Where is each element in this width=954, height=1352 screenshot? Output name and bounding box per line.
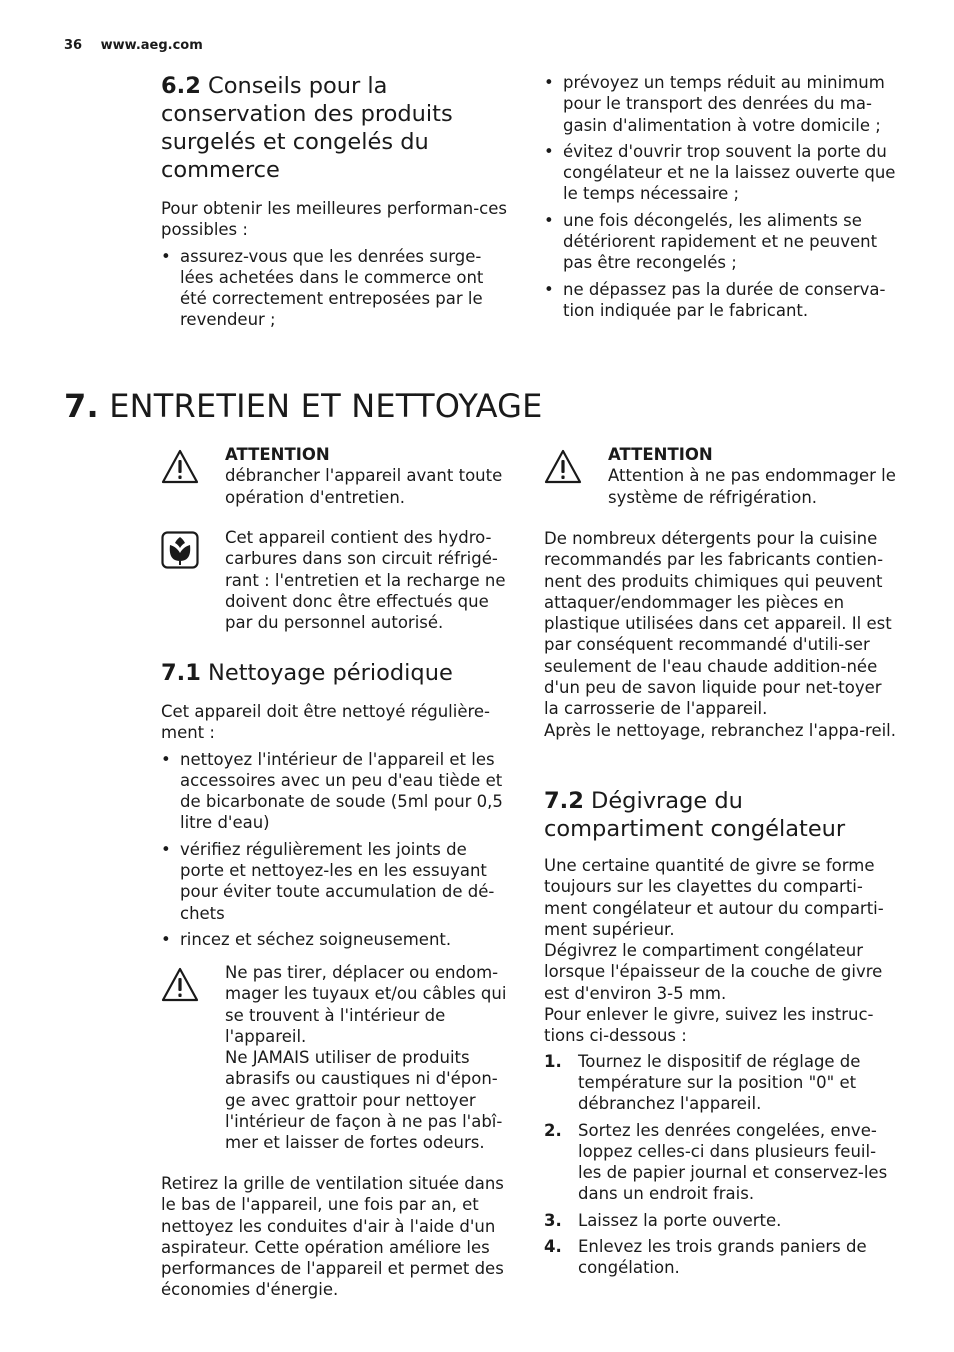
section-7-1-heading: [161, 659, 513, 687]
section-6-2-left: [161, 72, 513, 336]
list-item: • nettoyez l'intérieur de l'appareil et les accessoires avec un peu d'eau tiède et de bicarbonate de soude (5ml pour 0,5 litre d'eau): [161, 749, 513, 834]
warning-text: débrancher l'appareil avant toute opération d'entretien.: [225, 466, 503, 507]
section-7-2-body: [544, 855, 896, 1047]
list-item: • vérifiez régulièrement les joints de porte et nettoyez-les en les essuyant pour éviter toute accumulation de dé-chets: [161, 839, 513, 924]
section-7-2-heading: [544, 787, 864, 843]
section-7-2: [544, 787, 896, 1284]
paragraph: Une certaine quantité de givre se forme toujours sur les clayettes du comparti-ment congélateur et autour du comparti-ment supérieur.: [544, 856, 884, 939]
section-6-2-bullets-left: [161, 246, 513, 331]
section-6-2-bullets-right: [544, 72, 896, 321]
section-number: 7.2: [544, 788, 584, 814]
warning-note-hoses: [161, 962, 517, 1152]
section-6-2-intro: Pour obtenir les meilleures performan-ces possibles :: [161, 199, 508, 240]
warning-title: ATTENTION: [225, 445, 330, 464]
environment-text: Cet appareil contient des hydro-carbures dans son circuit réfrigé-rant : l'entretien et la recharge ne doivent donc être effectués que par du personnel autorisé.: [225, 528, 506, 633]
list-item: • une fois décongelés, les aliments se détériorent rapidement et ne peuvent pas être recongelés ;: [544, 210, 896, 274]
list-item: • rincez et séchez soigneusement.: [161, 929, 513, 950]
paragraph: Dégivrez le compartiment congélateur lorsque l'épaisseur de la couche de givre est d'environ 3-5 mm.: [544, 941, 883, 1003]
paragraph: Après le nettoyage, rebranchez l'appa-reil.: [544, 720, 897, 740]
section-number: 6.2: [161, 73, 201, 99]
list-item: • assurez-vous que les denrées surge-lées achetées dans le commerce ont été correctement entreposées par le revendeur ;: [161, 246, 513, 331]
chapter-number: 7.: [64, 387, 99, 425]
environment-leaf-icon: [161, 531, 199, 569]
page-number: 36: [64, 38, 83, 53]
warning-text: Ne pas tirer, déplacer ou endom-mager les tuyaux et/ou câbles qui se trouvent à l'intérieur de l'appareil.: [225, 963, 507, 1046]
section-title: Conseils pour la conservation des produits surgelés et congelés du commerce: [161, 73, 453, 183]
page-header: [64, 38, 203, 53]
chapter-title: ENTRETIEN ET NETTOYAGE: [109, 387, 543, 425]
warning-text: Ne JAMAIS utiliser de produits abrasifs ou caustiques ni d'épon-ge avec grattoir pour nettoyer l'intérieur de façon à ne pas l'abî-mer et laisser de fortes odeurs.: [225, 1048, 503, 1153]
section-title: Nettoyage périodique: [208, 660, 453, 686]
section-7-1-intro: Cet appareil doit être nettoyé régulière-ment :: [161, 702, 491, 743]
warning-triangle-icon: [161, 967, 199, 1003]
section-title: Dégivrage du compartiment congélateur: [544, 788, 846, 842]
section-7-1: [161, 659, 513, 955]
list-item: • ne dépassez pas la durée de conserva-tion indiquée par le fabricant.: [544, 279, 896, 322]
warning-title: ATTENTION: [608, 445, 713, 464]
section-7-1-bullets: [161, 749, 513, 951]
list-item: • prévoyez un temps réduit au minimum pour le transport des denrées du ma-gasin d'alimentation à votre domicile ;: [544, 72, 896, 136]
list-item: 2. Sortez les denrées congelées, enve-loppez celles-ci dans plusieurs feuil-les de papier journal et conservez-les dans un endroit frais.: [544, 1120, 888, 1204]
defrost-steps: [544, 1051, 896, 1279]
section-6-2-heading: [161, 72, 513, 184]
warning-triangle-icon: [544, 449, 582, 485]
warning-note-refrigeration: [544, 444, 900, 514]
section-7-1-outro: Retirez la grille de ventilation située dans le bas de l'appareil, une fois par an, et nettoyez les conduites d'air à l'aide d'un aspirateur. Cette opération améliore les performances de l'appareil et permet des économies d'énergie.: [161, 1174, 504, 1300]
list-item: 3. Laissez la porte ouverte.: [544, 1210, 782, 1230]
warning-note-unplug: [161, 444, 517, 514]
environment-note: [161, 527, 517, 637]
chapter-7-heading: [64, 387, 543, 425]
detergents-text: [544, 528, 896, 741]
site-url: www.aeg.com: [100, 38, 203, 53]
list-item: • évitez d'ouvrir trop souvent la porte du congélateur et ne la laissez ouverte que le temps nécessaire ;: [544, 141, 896, 205]
paragraph: Pour enlever le givre, suivez les instruc-tions ci-dessous :: [544, 1005, 874, 1046]
section-6-2-right: [544, 72, 896, 326]
warning-triangle-icon: [161, 449, 199, 485]
warning-text: Attention à ne pas endommager le système de réfrigération.: [608, 466, 896, 507]
paragraph: De nombreux détergents pour la cuisine recommandés par les fabricants contien-nent des produits chimiques qui peuvent attaquer/endommager les pièces en plastique utilisées dans cet appareil. Il est par conséquent recommandé d'utili-ser seulement de l'eau chaude addition-née d'un peu de savon liquide pour net-toyer la carrosserie de l'appareil.: [544, 529, 892, 719]
section-number: 7.1: [161, 660, 201, 686]
list-item: 4. Enlevez les trois grands paniers de congélation.: [544, 1237, 867, 1278]
list-item: 1. Tournez le dispositif de réglage de température sur la position "0" et débranchez l'appareil.: [544, 1051, 861, 1114]
